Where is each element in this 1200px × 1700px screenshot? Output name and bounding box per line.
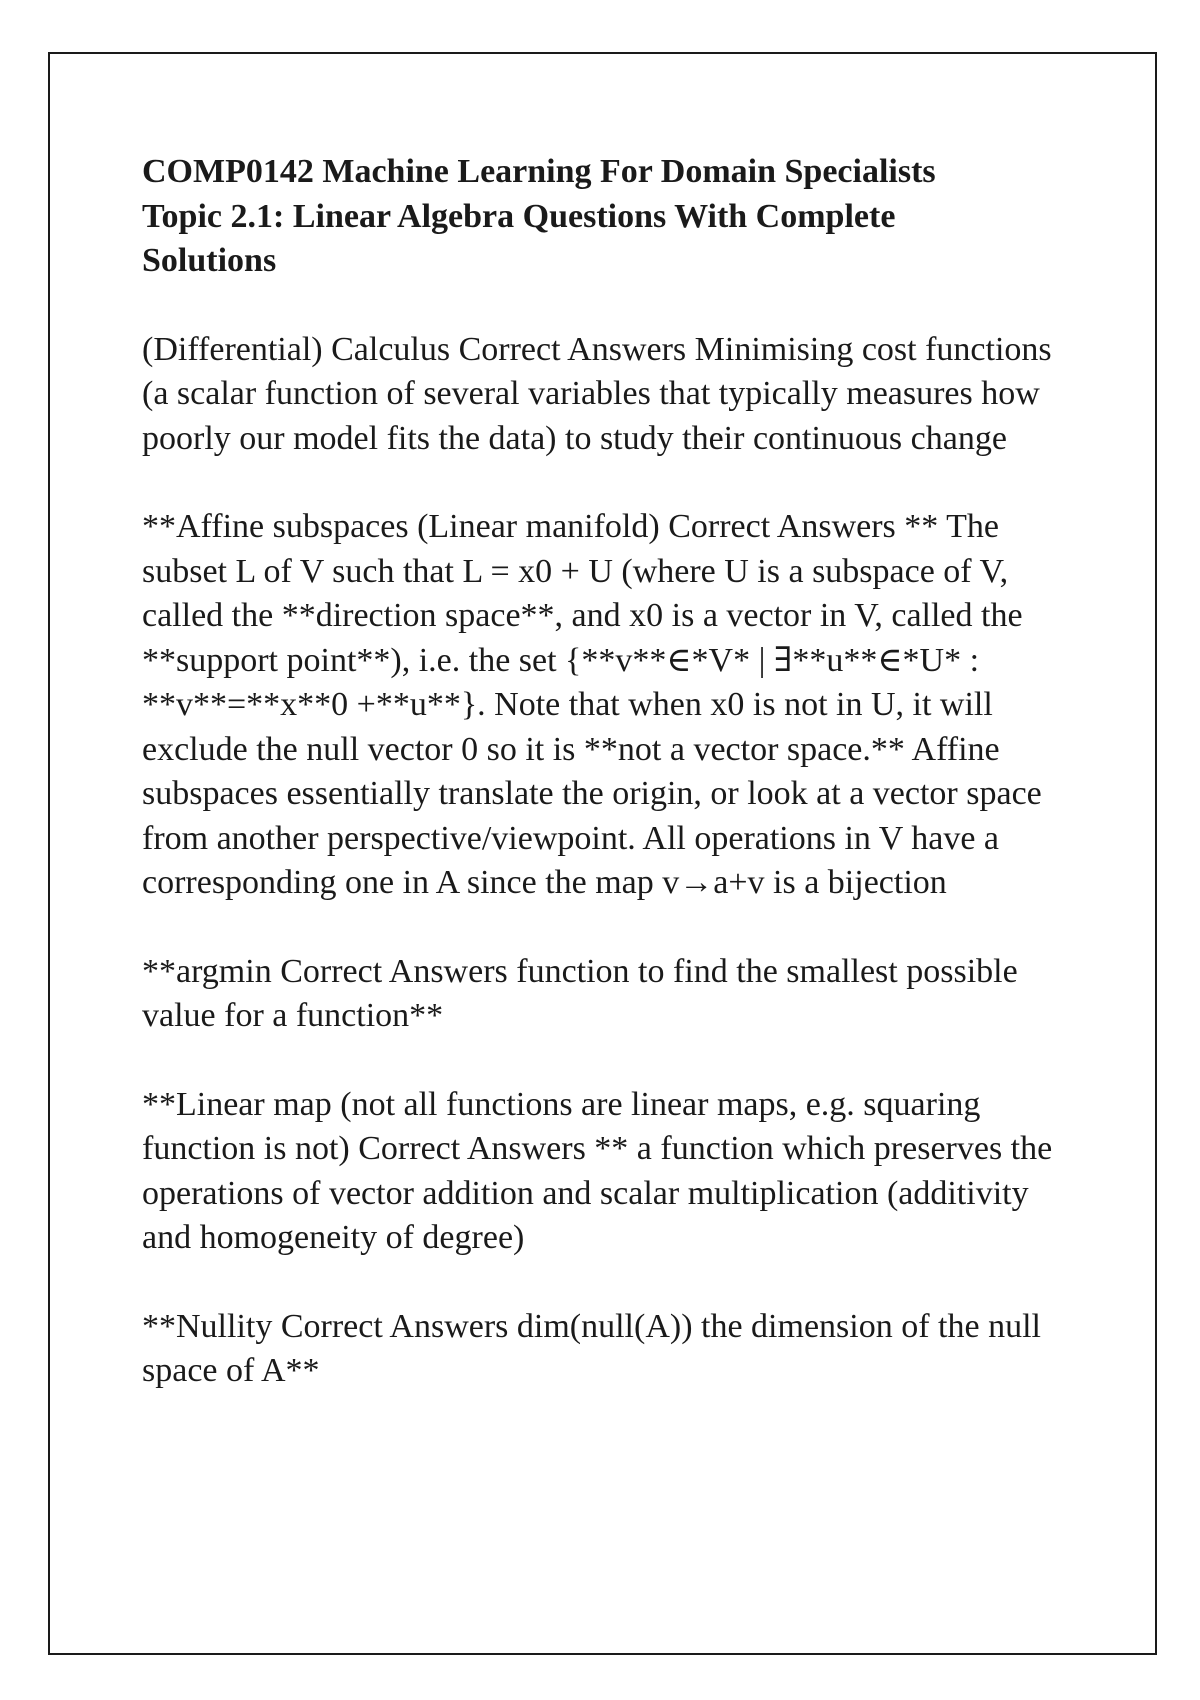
title-line-2: Topic 2.1: Linear Algebra Questions With Complete	[142, 197, 896, 235]
entry-linear-map: **Linear map (not all functions are linear maps, e.g. squaring function is not) Correct Answers ** a function which preserves the operations of vector addition and scalar multiplication (additivity and homogeneity of degree)	[142, 1085, 1053, 1256]
document-body	[142, 150, 1082, 1394]
entry-affine-subspaces: **Affine subspaces (Linear manifold) Correct Answers ** The subset L of V such that L = x0 + U (where U is a subspace of V, called the **direction space**, and x0 is a vector in V, called the **support point**), i.e. the set {**v**∈*V* | ∃**u**∈*U* : **v**=**x**0 +**u**}. Note that when x0 is not in U, it will exclude the null vector 0 so it is **not a vector space.** Affine subspaces essentially translate the origin, or look at a vector space from another perspective/viewpoint. All operations in V have a corresponding one in A since the map v→a+v is a bijection	[142, 508, 1042, 901]
title-line-3: Solutions	[142, 242, 277, 279]
title-line-1: COMP0142 Machine Learning For Domain Specialists	[142, 153, 936, 190]
document-title	[142, 150, 1082, 284]
entry-argmin: **argmin Correct Answers function to find the smallest possible value for a function**	[142, 952, 1018, 1034]
entry-nullity: **Nullity Correct Answers dim(null(A)) the dimension of the null space of A**	[142, 1307, 1041, 1389]
entry-calculus: (Differential) Calculus Correct Answers Minimising cost functions (a scalar function of several variables that typically measures how poorly our model fits the data) to study their continuous change	[142, 330, 1052, 457]
